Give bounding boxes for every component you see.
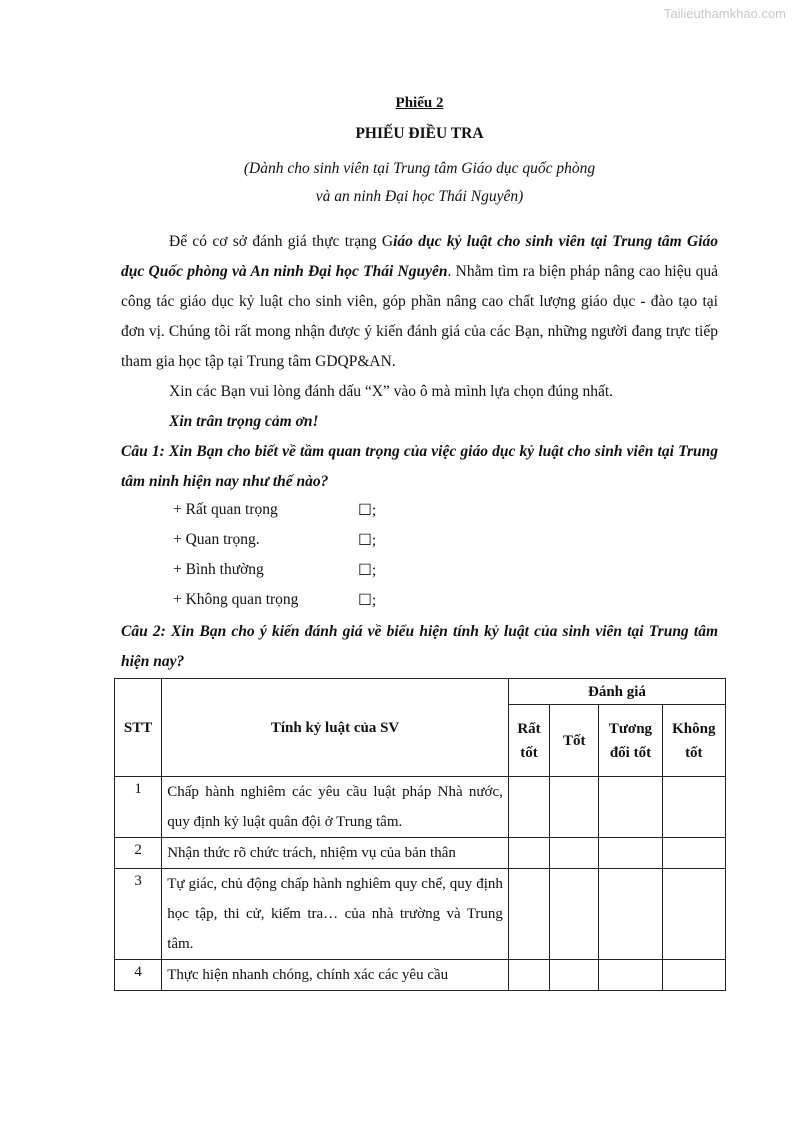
row-description: Nhận thức rõ chức trách, nhiệm vụ của bản thân xyxy=(162,838,509,869)
form-title: PHIẾU ĐIỀU TRA xyxy=(355,125,484,142)
q2-text: : Xin Bạn cho ý kiến đánh giá về biểu hiện tính kỷ luật của sinh viên tại Trung tâm hiện nay? xyxy=(121,623,719,670)
intro-thanks: Xin trân trọng cảm ơn! xyxy=(169,413,319,430)
question-1: Câu 1: Xin Bạn cho biết về tầm quan trọng của việc giáo dục kỷ luật cho sinh viên tại Trung tâm ninh hiện nay như thế nào? xyxy=(121,443,718,490)
rating-cell[interactable] xyxy=(508,869,549,960)
header-very-good: Rất tốt xyxy=(508,705,549,777)
table-row xyxy=(115,960,726,991)
header-evaluation: Đánh giá xyxy=(508,679,725,705)
rating-cell[interactable] xyxy=(599,960,662,991)
rating-cell[interactable] xyxy=(550,777,599,838)
q2-prefix: Câu 2 xyxy=(121,623,161,640)
intro-topic: iáo dục kỷ luật cho sinh viên tại Trung tâm Giáo dục Quốc phòng và An ninh Đại học Thái Nguyên xyxy=(121,233,719,280)
row-stt: 1 xyxy=(115,777,162,838)
q1-option-4: + Không quan trọng xyxy=(173,591,299,608)
rating-cell[interactable] xyxy=(662,960,725,991)
rating-cell[interactable] xyxy=(662,838,725,869)
table-row xyxy=(115,777,726,838)
row-stt: 3 xyxy=(115,869,162,960)
rating-cell[interactable] xyxy=(550,838,599,869)
rating-cell[interactable] xyxy=(599,869,662,960)
evaluation-table xyxy=(114,678,726,991)
rating-cell[interactable] xyxy=(599,838,662,869)
rating-cell[interactable] xyxy=(508,838,549,869)
intro-text-a: Để có cơ sở đánh giá thực trạng G xyxy=(169,233,394,250)
q1-checkbox-4[interactable]: ☐; xyxy=(358,592,377,609)
table-row xyxy=(115,838,726,869)
subtitle-line-1: (Dành cho sinh viên tại Trung tâm Giáo dục quốc phòng xyxy=(243,160,596,177)
intro-section xyxy=(121,227,718,437)
rating-cell[interactable] xyxy=(599,777,662,838)
q1-option-1: + Rất quan trọng xyxy=(173,501,278,518)
q1-checkbox-3[interactable]: ☐; xyxy=(358,562,377,579)
header-not-good: Không tốt xyxy=(662,705,725,777)
rating-cell[interactable] xyxy=(550,960,599,991)
rating-cell[interactable] xyxy=(508,960,549,991)
rating-cell[interactable] xyxy=(662,869,725,960)
q1-option-3: + Bình thường xyxy=(173,561,264,578)
intro-paragraph-2: Xin các Bạn vui lòng đánh dấu “X” vào ô mà mình lựa chọn đúng nhất. xyxy=(169,383,614,400)
rating-cell[interactable] xyxy=(550,869,599,960)
row-description: Tự giác, chủ động chấp hành nghiêm quy chế, quy định học tập, thi cử, kiểm tra… của nhà trường và Trung tâm. xyxy=(162,869,509,960)
intro-text-c: . Nhằm tìm ra biện pháp nâng cao hiệu quả công tác giáo dục kỷ luật cho sinh viên, góp phần nâng cao chất lượng giáo dục - đào tạo tại đơn vị. Chúng tôi rất mong nhận được ý kiến đánh giá của các Bạn, những người đang trực tiếp tham gia học tập tại Trung tâm GDQP&AN. xyxy=(121,263,718,370)
row-stt: 4 xyxy=(115,960,162,991)
watermark: Tailieuthamkhao.com xyxy=(663,6,786,21)
header-discipline: Tính kỷ luật của SV xyxy=(162,679,509,777)
header-stt: STT xyxy=(115,679,162,777)
row-stt: 2 xyxy=(115,838,162,869)
row-description: Thực hiện nhanh chóng, chính xác các yêu cầu xyxy=(162,960,509,991)
row-description: Chấp hành nghiêm các yêu cầu luật pháp Nhà nước, quy định kỷ luật quân đội ở Trung tâm. xyxy=(162,777,509,838)
form-subtitle xyxy=(121,155,718,211)
header-fairly-good: Tương đối tốt xyxy=(599,705,662,777)
q1-option-2: + Quan trọng. xyxy=(173,531,260,548)
question-2 xyxy=(121,617,718,677)
table-row xyxy=(115,869,726,960)
header-good: Tốt xyxy=(550,705,599,777)
q1-checkbox-2[interactable]: ☐; xyxy=(358,532,377,549)
intro-paragraph-1 xyxy=(121,227,718,377)
subtitle-line-2: và an ninh Đại học Thái Nguyên) xyxy=(315,188,524,205)
rating-cell[interactable] xyxy=(508,777,549,838)
form-number: Phiếu 2 xyxy=(395,95,444,111)
q1-checkbox-1[interactable]: ☐; xyxy=(358,502,377,519)
rating-cell[interactable] xyxy=(662,777,725,838)
